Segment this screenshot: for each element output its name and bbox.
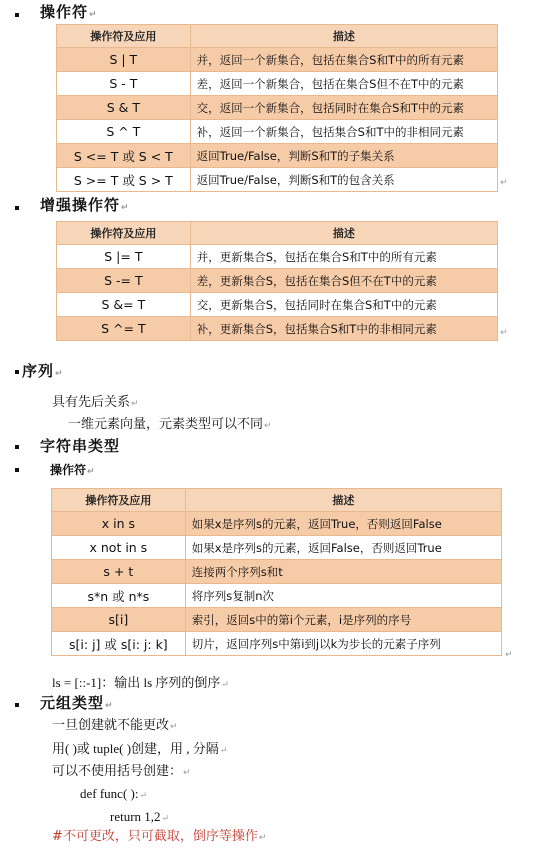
column-header: 描述 <box>190 25 497 48</box>
section-title-augmented: 增强操作符↵ <box>40 196 130 214</box>
table-row <box>57 245 498 269</box>
return-mark: ↵ <box>89 10 98 20</box>
description-cell: 索引，返回s中的第i个元素，i是序列的序号 <box>185 608 501 632</box>
description-cell: 补，返回一个新集合，包括集合S和T中的非相同元素 <box>190 120 497 144</box>
operator-cell: s + t <box>52 560 186 584</box>
bullet <box>15 703 19 707</box>
return-mark: ↵ <box>505 650 513 660</box>
return-mark: ↵ <box>219 745 228 755</box>
return-mark: ↵ <box>161 813 170 823</box>
operator-cell: S & T <box>57 96 191 120</box>
section-title-operators: 操作符↵ <box>40 3 98 21</box>
table-row <box>57 293 498 317</box>
table-row <box>52 584 502 608</box>
operator-cell: S >= T 或 S > T <box>57 168 191 192</box>
set-operators-table <box>56 24 498 192</box>
column-header: 操作符及应用 <box>57 222 191 245</box>
subsection-title-string-ops: 操作符↵ <box>50 463 95 477</box>
return-mark: ↵ <box>55 369 64 379</box>
description-cell: 返回True/False，判断S和T的包含关系 <box>190 168 497 192</box>
table-row <box>57 48 498 72</box>
description-cell: 补，更新集合S，包括集合S和T中的非相同元素 <box>190 317 497 341</box>
sequence-line: 具有先后关系↵ <box>52 395 139 410</box>
tuple-line: 一旦创建就不能更改↵ <box>52 718 178 733</box>
tuple-line: 用( )或 tuple( )创建，用 , 分隔↵ <box>52 741 228 756</box>
table-row <box>57 269 498 293</box>
table-row <box>57 72 498 96</box>
return-mark: ↵ <box>170 722 178 732</box>
return-mark: ↵ <box>183 768 191 778</box>
table-row <box>52 560 502 584</box>
operator-cell: S <= T 或 S < T <box>57 144 191 168</box>
operator-cell: s[i: j] 或 s[i: j: k] <box>52 632 186 656</box>
sequence-line: 一维元素向量，元素类型可以不同↵ <box>68 417 272 432</box>
description-cell: 如果x是序列s的元素，返回False，否则返回True <box>185 536 501 560</box>
return-mark: ↵ <box>87 467 95 477</box>
description-cell: 并，更新集合S，包括在集合S和T中的所有元素 <box>190 245 497 269</box>
tuple-comment: #不可更改，只可截取，倒序等操作↵ <box>52 829 267 844</box>
bullet <box>15 206 19 210</box>
return-mark: ↵ <box>121 203 130 213</box>
return-mark: ↵ <box>264 421 272 431</box>
return-mark: ↵ <box>221 679 229 689</box>
section-title-string-type: 字符串类型 <box>40 437 121 455</box>
operator-cell: S -= T <box>57 269 191 293</box>
augmented-operators-table <box>56 221 498 341</box>
bullet <box>15 370 19 374</box>
table-row <box>57 317 498 341</box>
tuple-line: 可以不使用括号创建：↵ <box>52 764 191 779</box>
table-row <box>57 168 498 192</box>
table-row <box>52 632 502 656</box>
table-row <box>52 512 502 536</box>
bullet <box>15 445 19 449</box>
column-header: 操作符及应用 <box>57 25 191 48</box>
reverse-note: ls = [::-1]：输出 ls 序列的倒序↵ <box>52 675 229 690</box>
code-line: return 1,2↵ <box>110 809 170 824</box>
operator-cell: x in s <box>52 512 186 536</box>
description-cell: 差，更新集合S，包括在集合S但不在T中的元素 <box>190 269 497 293</box>
operator-cell: S &= T <box>57 293 191 317</box>
return-mark: ↵ <box>258 833 267 843</box>
section-title-sequence: 序列↵ <box>22 362 64 380</box>
column-header: 描述 <box>190 222 497 245</box>
bullet <box>15 13 19 17</box>
operator-cell: S | T <box>57 48 191 72</box>
table-row <box>57 120 498 144</box>
description-cell: 差，返回一个新集合，包括在集合S但不在T中的元素 <box>190 72 497 96</box>
description-cell: 并，返回一个新集合，包括在集合S和T中的所有元素 <box>190 48 497 72</box>
column-header: 描述 <box>185 489 501 512</box>
description-cell: 如果x是序列s的元素，返回True，否则返回False <box>185 512 501 536</box>
sequence-operators-table <box>51 488 502 656</box>
return-mark: ↵ <box>500 328 508 338</box>
operator-cell: S ^ T <box>57 120 191 144</box>
description-cell: 交，返回一个新集合，包括同时在集合S和T中的元素 <box>190 96 497 120</box>
table-row <box>57 144 498 168</box>
description-cell: 交，更新集合S，包括同时在集合S和T中的元素 <box>190 293 497 317</box>
description-cell: 返回True/False，判断S和T的子集关系 <box>190 144 497 168</box>
description-cell: 切片，返回序列s中第i到j以k为步长的元素子序列 <box>185 632 501 656</box>
operator-cell: S ^= T <box>57 317 191 341</box>
operator-cell: s*n 或 n*s <box>52 584 186 608</box>
operator-cell: S - T <box>57 72 191 96</box>
description-cell: 连接两个序列s和t <box>185 560 501 584</box>
return-mark: ↵ <box>105 701 114 711</box>
table-row <box>52 536 502 560</box>
bullet <box>15 468 19 472</box>
operator-cell: x not in s <box>52 536 186 560</box>
description-cell: 将序列s复制n次 <box>185 584 501 608</box>
operator-cell: s[i] <box>52 608 186 632</box>
section-title-tuple: 元组类型↵ <box>40 694 114 712</box>
table-row <box>52 608 502 632</box>
return-mark: ↵ <box>131 399 139 409</box>
operator-cell: S |= T <box>57 245 191 269</box>
column-header: 操作符及应用 <box>52 489 186 512</box>
return-mark: ↵ <box>139 790 148 800</box>
code-line: def func( ):↵ <box>80 786 148 801</box>
table-row <box>57 96 498 120</box>
return-mark: ↵ <box>500 178 508 188</box>
